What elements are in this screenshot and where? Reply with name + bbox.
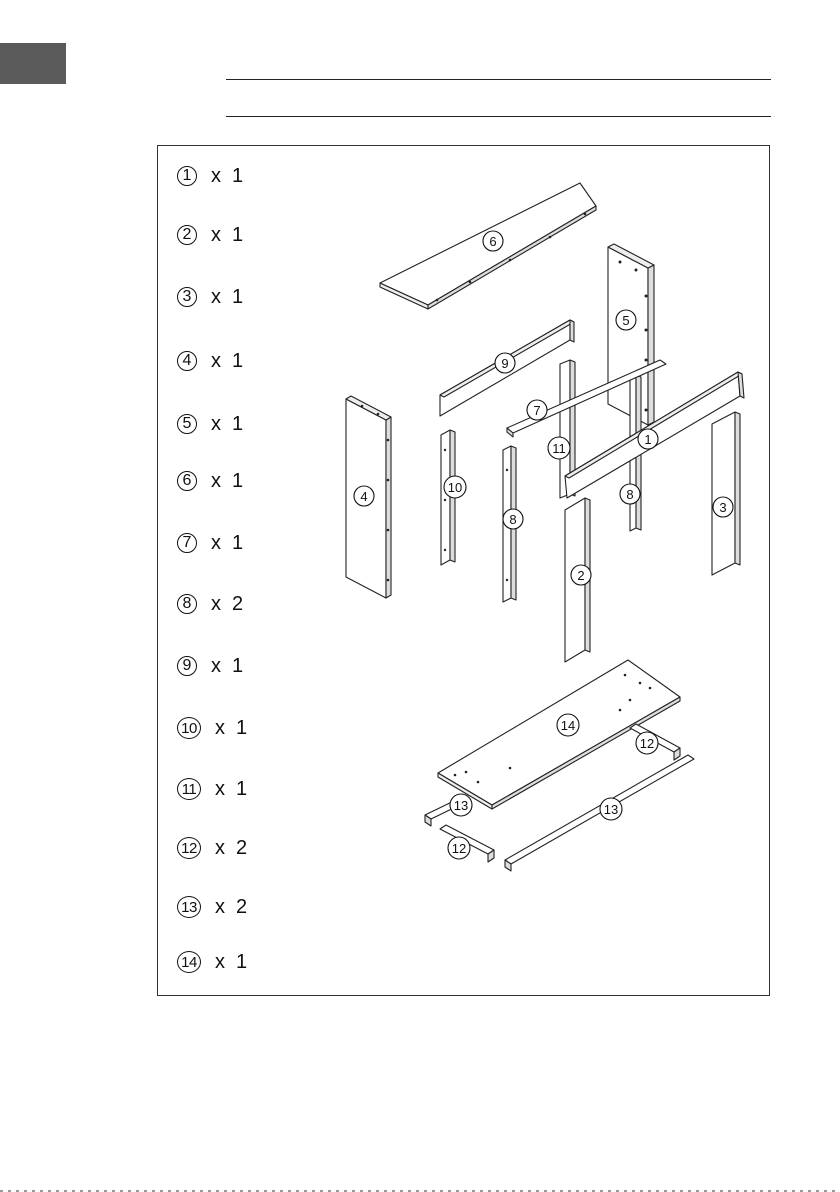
part-3-leg-panel	[712, 412, 740, 575]
label-3	[713, 497, 733, 517]
part-qty: 1	[232, 531, 246, 554]
part-number: 12	[177, 837, 201, 859]
label-8b-text: 8	[509, 512, 517, 527]
label-14	[557, 714, 579, 736]
qty-x: x	[211, 469, 223, 492]
part-number: 7	[177, 533, 197, 553]
label-6	[483, 231, 503, 251]
part-qty: 1	[236, 950, 250, 973]
part-number: 13	[177, 896, 201, 918]
label-11	[548, 437, 570, 459]
qty-x: x	[215, 716, 227, 739]
part-number: 10	[177, 717, 201, 739]
part-qty: 1	[232, 412, 246, 435]
part-qty: 1	[232, 469, 246, 492]
part-number: 4	[177, 351, 197, 371]
part-qty: 2	[236, 836, 250, 859]
label-1	[638, 429, 658, 449]
qty-x: x	[215, 777, 227, 800]
qty-x: x	[211, 592, 223, 615]
label-8a-text: 8	[626, 487, 634, 502]
qty-x: x	[215, 950, 227, 973]
qty-x: x	[211, 412, 223, 435]
label-11-text: 11	[552, 441, 566, 456]
label-4	[354, 486, 374, 506]
qty-x: x	[211, 349, 223, 372]
label-12a-text: 12	[639, 736, 655, 751]
part-qty: 1	[232, 654, 246, 677]
part-number: 3	[177, 287, 197, 307]
label-8b	[503, 509, 523, 529]
part-qty: 1	[232, 164, 246, 187]
label-12b	[448, 837, 470, 859]
part-number: 1	[177, 166, 197, 186]
part-number: 14	[177, 951, 201, 973]
part-number: 8	[177, 594, 197, 614]
label-13a	[450, 794, 472, 816]
qty-x: x	[211, 654, 223, 677]
label-5-text: 5	[622, 313, 630, 328]
label-5	[616, 310, 636, 330]
part-qty: 2	[236, 895, 250, 918]
part-qty: 1	[236, 777, 250, 800]
part-qty: 1	[236, 716, 250, 739]
qty-x: x	[211, 223, 223, 246]
label-2	[571, 565, 591, 585]
part-qty: 1	[232, 285, 246, 308]
qty-x: x	[215, 836, 227, 859]
part-qty: 1	[232, 349, 246, 372]
label-12b-text: 12	[451, 841, 467, 856]
label-13b	[600, 798, 622, 820]
label-13a-text: 13	[453, 798, 469, 813]
label-12a	[636, 732, 658, 754]
qty-x: x	[215, 895, 227, 918]
qty-x: x	[211, 164, 223, 187]
label-14-text: 14	[560, 718, 576, 733]
part-number: 11	[177, 778, 201, 800]
label-3-text: 3	[719, 500, 727, 515]
label-10-text: 10	[447, 480, 463, 495]
label-9-text: 9	[501, 356, 509, 371]
qty-x: x	[211, 531, 223, 554]
label-8a	[620, 484, 640, 504]
part-qty: 2	[232, 592, 246, 615]
part-number: 9	[177, 656, 197, 676]
label-9	[495, 353, 515, 373]
part-number: 5	[177, 414, 197, 434]
part-number: 6	[177, 471, 197, 491]
part-number: 2	[177, 225, 197, 245]
label-4-text: 4	[360, 489, 368, 504]
label-13b-text: 13	[603, 802, 619, 817]
label-10	[444, 476, 466, 498]
label-7-text: 7	[533, 403, 541, 418]
label-2-text: 2	[577, 568, 585, 583]
label-6-text: 6	[489, 234, 497, 249]
qty-x: x	[211, 285, 223, 308]
label-7	[527, 400, 547, 420]
label-1-text: 1	[644, 432, 652, 447]
part-qty: 1	[232, 223, 246, 246]
